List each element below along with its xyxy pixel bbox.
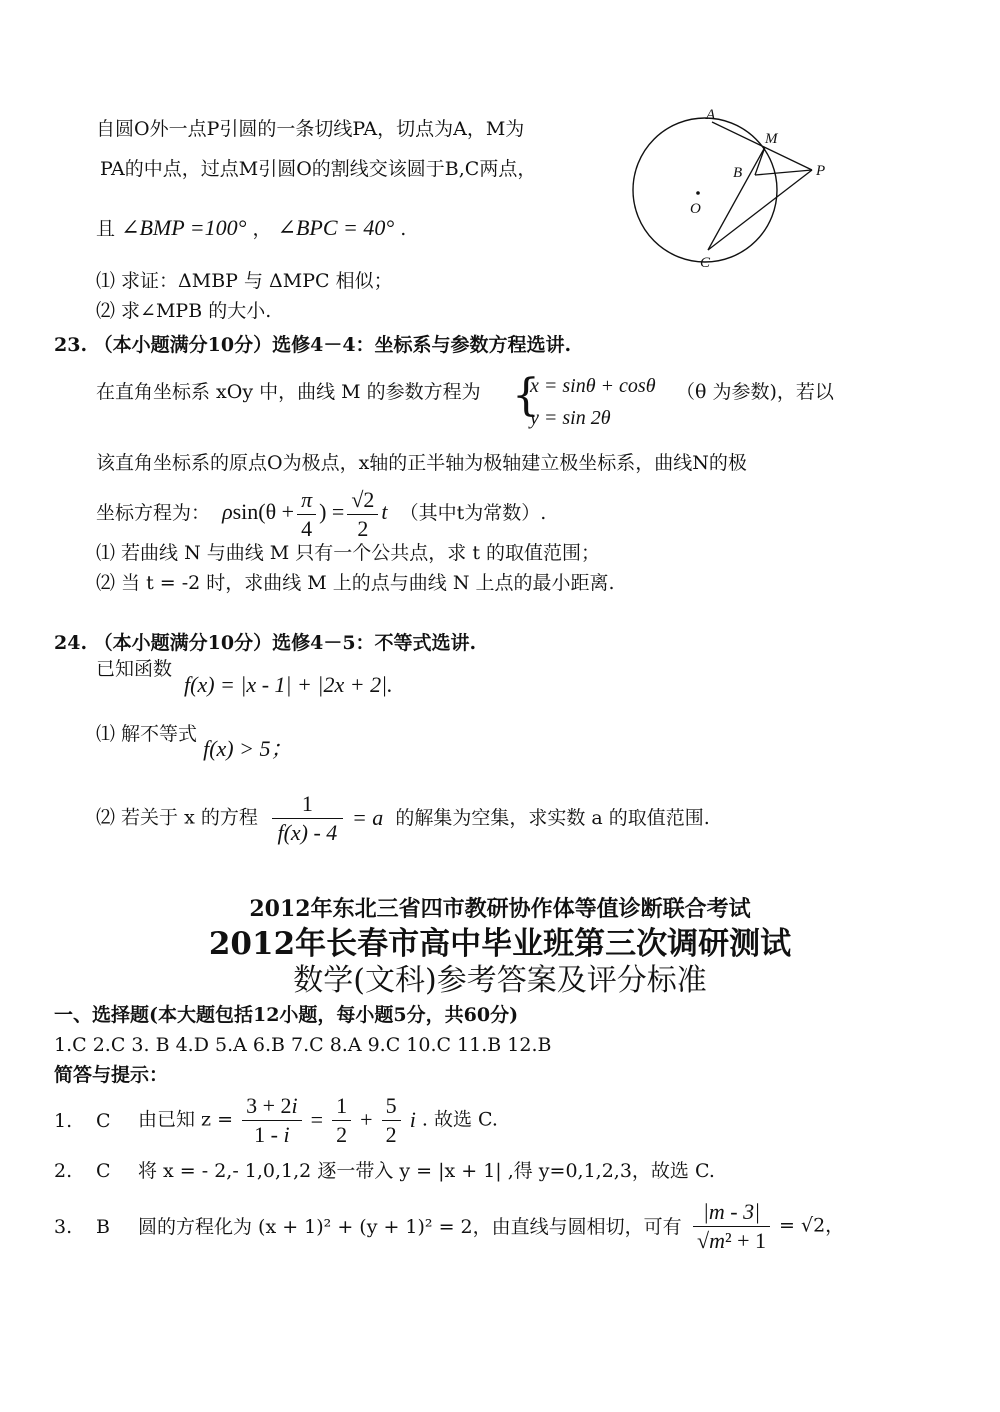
secant-mc	[708, 147, 765, 250]
hint1-frac-half: $\frac{1}{2}$	[332, 1092, 351, 1148]
hint3-frac: $\frac{|m - 3|}{\text{√m² + 1}}$	[693, 1198, 770, 1254]
param-brace: {	[512, 370, 540, 421]
p22-line1: 自圆O外一点P引圆的一条切线PA，切点为A，M为	[96, 118, 525, 140]
hint1-i: i	[409, 1106, 416, 1132]
p24-q2-frac	[272, 790, 343, 846]
tangent-pa	[712, 122, 812, 170]
label-a: A	[706, 107, 716, 123]
hint1-ans: C	[96, 1110, 111, 1132]
p24-q2-frac-num: 1	[272, 790, 343, 819]
p23-intro-b: （θ 为参数)，若以	[676, 381, 834, 403]
polar-t: t	[381, 499, 388, 524]
p22-line2: PA的中点，过点M引圆O的割线交该圆于B,C两点，	[100, 158, 537, 180]
answer-title2: 2012年长春市高中毕业班第三次调研测试	[208, 926, 792, 962]
label-c: C	[700, 255, 711, 271]
p24-q2-suffix: 的解集为空集，求实数 a 的取值范围.	[395, 806, 710, 829]
circle-tangent-figure	[620, 105, 850, 275]
p23-header: 23. （本小题满分10分）选修4－4：坐标系与参数方程选讲.	[54, 334, 572, 356]
p23-param-y: y = sin 2θ	[530, 407, 611, 429]
p23-param-x: x = sinθ + cosθ	[530, 375, 656, 397]
hint2-text: 将 x = - 2,- 1,0,1,2 逐一带入 y = |x + 1| ,得 y=0,1,2,3，故选 C.	[138, 1160, 715, 1182]
polar-frac-pi4: $\frac{\pi}{4}$	[297, 486, 316, 542]
p22-q1: ⑴ 求证：ΔMBP 与 ΔMPC 相似；	[96, 270, 393, 292]
hint1-prefix: 由已知 z =	[138, 1108, 234, 1131]
p22-q2: ⑵ 求∠MPB 的大小.	[96, 300, 272, 322]
hint3-tail: = √2，	[779, 1214, 845, 1237]
secant-pc	[708, 170, 812, 250]
hint1-text	[138, 1092, 498, 1148]
polar-sin: sin(θ +	[232, 499, 295, 524]
hint3-frac-wrap	[690, 1198, 844, 1254]
label-m: M	[765, 131, 778, 147]
segment-bp	[755, 170, 812, 175]
p22-line3	[96, 215, 406, 241]
p24-q1-prefix: ⑴ 解不等式	[96, 723, 198, 745]
p24-header: 24. （本小题满分10分）选修4－5：不等式选讲.	[54, 632, 477, 654]
p24-func: f(x) = |x - 1| + |2x + 2|.	[184, 672, 393, 697]
p24-intro: 已知函数	[96, 658, 173, 680]
polar-eq: ) =	[319, 499, 345, 524]
hint1-eq: =	[310, 1106, 324, 1132]
p23-q2: ⑵ 当 t = -2 时，求曲线 M 上的点与曲线 N 上点的最小距离.	[96, 572, 615, 594]
p22-line3-prefix: 且	[96, 218, 116, 240]
segment-bm	[755, 147, 765, 175]
hint2-ans: C	[96, 1160, 111, 1182]
p24-q2-frac-den: f(x) - 4	[277, 819, 338, 845]
comma: ，	[252, 218, 272, 240]
p23-line2: 该直角坐标系的原点O为极点，x轴的正半轴为极轴建立极坐标系，曲线N的极	[96, 452, 747, 474]
hint1-num: 1.	[54, 1110, 73, 1132]
p23-polar	[96, 486, 546, 542]
polar-rho: ρ	[222, 499, 233, 524]
period: .	[400, 218, 407, 240]
answer-list: 1.C 2.C 3. B 4.D 5.A 6.B 7.C 8.A 9.C 10.C 11.B 12.B	[54, 1034, 552, 1056]
polar-prefix: 坐标方程为：	[96, 502, 211, 524]
hint2-num: 2.	[54, 1160, 73, 1182]
p24-q1	[96, 720, 293, 761]
label-p: P	[816, 163, 826, 179]
hint1-frac-52: $\frac{5}{2}$	[382, 1092, 401, 1148]
hint3-text: 圆的方程化为 (x + 1)² + (y + 1)² = 2，由直线与圆相切，可有	[138, 1216, 682, 1238]
hint3-num: 3.	[54, 1216, 73, 1238]
hint3-ans: B	[96, 1216, 110, 1238]
label-b: B	[733, 165, 743, 181]
polar-suffix: （其中t为常数）.	[399, 502, 547, 524]
p24-q2-eq: = a	[351, 804, 384, 830]
hint1-frac-z: $\frac{3 + 2i}{1 - i}$	[242, 1092, 302, 1148]
hint1-tail: . 故选 C.	[421, 1108, 498, 1131]
hints-label: 简答与提示：	[54, 1064, 169, 1086]
center-dot	[696, 191, 700, 195]
hint1-plus: +	[360, 1106, 373, 1132]
answer-title3: 数学(文科)参考答案及评分标准	[293, 963, 707, 998]
p24-q2-prefix: ⑵ 若关于 x 的方程	[96, 806, 258, 829]
label-o: O	[690, 201, 701, 217]
p24-q1-ineq: f(x) > 5；	[203, 736, 293, 761]
polar-frac-sqrt2: $\frac{√2}{2}$	[347, 486, 378, 542]
circle-o	[633, 118, 777, 262]
p23-q1: ⑴ 若曲线 N 与曲线 M 只有一个公共点，求 t 的取值范围；	[96, 542, 600, 564]
p23-intro-a: 在直角坐标系 xOy 中，曲线 M 的参数方程为	[96, 381, 481, 403]
p24-q2	[96, 790, 710, 846]
p22-angle2: ∠BPC = 40°	[277, 215, 395, 240]
p22-angle1: ∠BMP =100°	[121, 215, 247, 240]
section1-heading: 一、选择题(本大题包括12小题，每小题5分，共60分)	[54, 1004, 519, 1026]
answer-title1: 2012年东北三省四市教研协作体等值诊断联合考试	[249, 896, 751, 922]
